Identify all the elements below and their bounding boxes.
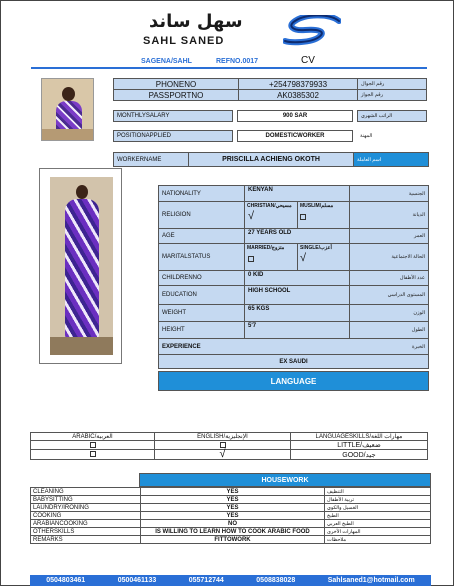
- header-line: [31, 67, 427, 69]
- housework-label: REMARKS: [31, 536, 141, 544]
- housework-label-ar: الطبخ: [325, 512, 431, 520]
- housework-value: NO: [141, 520, 325, 528]
- photo-portrait: [41, 78, 94, 141]
- religion-label-ar: الديانة: [349, 201, 429, 229]
- housework-label: LAUNDRY/IRONING: [31, 504, 141, 512]
- housework-value: YES: [141, 504, 325, 512]
- housework-row: [31, 512, 431, 520]
- worker-name-value: PRISCILLA ACHIENG OKOTH: [188, 152, 354, 167]
- logo-latin: SAHL SANED: [143, 35, 225, 47]
- english-little-checkbox[interactable]: [220, 442, 226, 448]
- english-good-check[interactable]: √: [219, 448, 226, 460]
- religion-label: RELIGION: [158, 201, 245, 229]
- housework-label: OTHERSKILLS: [31, 528, 141, 536]
- logo-mark-icon: [283, 15, 341, 47]
- cv-label: CV: [301, 55, 315, 66]
- logo: [141, 13, 341, 49]
- age-label-ar: العمر: [349, 228, 429, 244]
- children-value: 0 KID: [244, 270, 350, 286]
- ref-label: REFNO.0017: [216, 58, 259, 65]
- marital-label-ar: الحالة الاجتماعية: [349, 243, 429, 271]
- housework-value: FITTOWORK: [141, 536, 325, 544]
- housework-value: YES: [141, 512, 325, 520]
- salary-label-ar: الراتب الشهري: [357, 110, 427, 122]
- marital-married-label: MARRIED/متزوج: [247, 245, 285, 251]
- phone-label: PHONENO: [113, 78, 239, 90]
- nationality-value: KENYAN: [244, 185, 350, 202]
- religion-muslim-label: MUSLIM/مسلم: [300, 203, 334, 209]
- nationality-label-ar: الجنسية: [349, 185, 429, 202]
- worker-name-label: WORKERNAME: [113, 152, 189, 167]
- housework-label-ar: الطبخ العربي: [325, 520, 431, 528]
- marital-married-checkbox[interactable]: [248, 256, 254, 262]
- marital-options: [244, 243, 350, 271]
- housework-value: IS WILLING TO LEARN HOW TO COOK ARABIC FOOD: [141, 528, 325, 536]
- housework-row: [31, 536, 431, 544]
- height-value: 5'7: [244, 321, 350, 339]
- experience-label: EXPERIENCE: [158, 338, 350, 355]
- lang-skills-header: LANGUAGESKILLS/مهارات اللغة: [291, 433, 428, 441]
- language-good-row: [31, 450, 428, 460]
- footer-phone-3[interactable]: 055712744: [188, 577, 224, 584]
- weight-label-ar: الوزن: [349, 304, 429, 322]
- housework-label-ar: التنظيف: [325, 488, 431, 496]
- housework-table: [30, 487, 431, 544]
- footer-phone-2[interactable]: 0500461133: [117, 577, 157, 584]
- position-value: DOMESTICWORKER: [237, 130, 353, 142]
- phone-value: +254798379933: [238, 78, 358, 90]
- position-label-ar: المهنة: [360, 133, 373, 139]
- housework-label-ar: تربية الأطفال: [325, 496, 431, 504]
- height-label-ar: الطول: [349, 321, 429, 339]
- nationality-label: NATIONALITY: [158, 185, 245, 202]
- religion-christian-checkbox[interactable]: √: [248, 210, 255, 222]
- housework-label: COOKING: [31, 512, 141, 520]
- position-label: POSITIONAPPLIED: [113, 130, 233, 142]
- language-header-row: [31, 433, 428, 441]
- religion-christian-label: CHRISTIAN/مسيحي: [247, 203, 292, 209]
- branch-label: SAGENA/SAHL: [141, 58, 192, 65]
- footer-phone-1[interactable]: 0504803461: [46, 577, 86, 584]
- passport-label-ar: رقم الجواز: [357, 89, 427, 101]
- salary-value: 900 SAR: [237, 110, 353, 122]
- lang-good-label: GOOD/جيد: [291, 450, 428, 460]
- housework-header: HOUSEWORK: [139, 473, 431, 487]
- language-header: LANGUAGE: [158, 371, 429, 391]
- education-value: HIGH SCHOOL: [244, 285, 350, 305]
- arabic-good-checkbox[interactable]: [90, 451, 96, 457]
- language-little-row: [31, 441, 428, 450]
- passport-label: PASSPORTNO: [113, 89, 239, 101]
- children-label-ar: عدد الأطفال: [349, 270, 429, 286]
- logo-arabic: سهل ساند: [149, 11, 243, 32]
- age-label: AGE: [158, 228, 245, 244]
- age-value: 27 YEARS OLD: [244, 228, 350, 244]
- housework-row: [31, 504, 431, 512]
- children-label: CHILDRENNO: [158, 270, 245, 286]
- housework-label-ar: ملاحظات: [325, 536, 431, 544]
- religion-options: [244, 201, 350, 229]
- experience-value: EX SAUDI: [158, 354, 429, 369]
- footer-email[interactable]: Sahlsaned1@hotmail.com: [327, 577, 415, 584]
- housework-label: ARABIANCOOKING: [31, 520, 141, 528]
- education-label-ar: المستوى الدراسي: [349, 285, 429, 305]
- weight-value: 65 KGS: [244, 304, 350, 322]
- housework-label-ar: المهارات الأخرى: [325, 528, 431, 536]
- housework-row: [31, 496, 431, 504]
- housework-label-ar: الغسيل والكوي: [325, 504, 431, 512]
- marital-label: MARITALSTATUS: [158, 243, 245, 271]
- passport-value: AK0385302: [238, 89, 358, 101]
- lang-english-header: ENGLISH/الإنجليزية: [155, 433, 291, 441]
- religion-muslim-checkbox[interactable]: [300, 214, 306, 220]
- weight-label: WEIGHT: [158, 304, 245, 322]
- footer-bar: [30, 575, 431, 586]
- arabic-little-checkbox[interactable]: [90, 442, 96, 448]
- housework-label: CLEANING: [31, 488, 141, 496]
- photo-full-body: [39, 168, 122, 364]
- marital-single-checkbox[interactable]: √: [300, 252, 307, 264]
- experience-label-ar: الخبرة: [349, 338, 429, 355]
- housework-row: [31, 528, 431, 536]
- housework-row: [31, 488, 431, 496]
- language-table: [30, 432, 428, 460]
- height-label: HEIGHT: [158, 321, 245, 339]
- marital-single-label: SINGLE/أعزب: [300, 245, 332, 251]
- phone-label-ar: رقم الجوال: [357, 78, 427, 90]
- education-label: EDUCATION: [158, 285, 245, 305]
- housework-row: [31, 520, 431, 528]
- worker-name-label-ar: اسم العاملة: [353, 152, 429, 167]
- lang-little-label: LITTLE/ضعيف: [291, 441, 428, 450]
- lang-arabic-header: ARABIC/العربية: [31, 433, 155, 441]
- footer-phone-4[interactable]: 0508838028: [256, 577, 296, 584]
- housework-label: BABYSITTING: [31, 496, 141, 504]
- housework-value: YES: [141, 496, 325, 504]
- salary-label: MONTHLYSALARY: [113, 110, 233, 122]
- housework-value: YES: [141, 488, 325, 496]
